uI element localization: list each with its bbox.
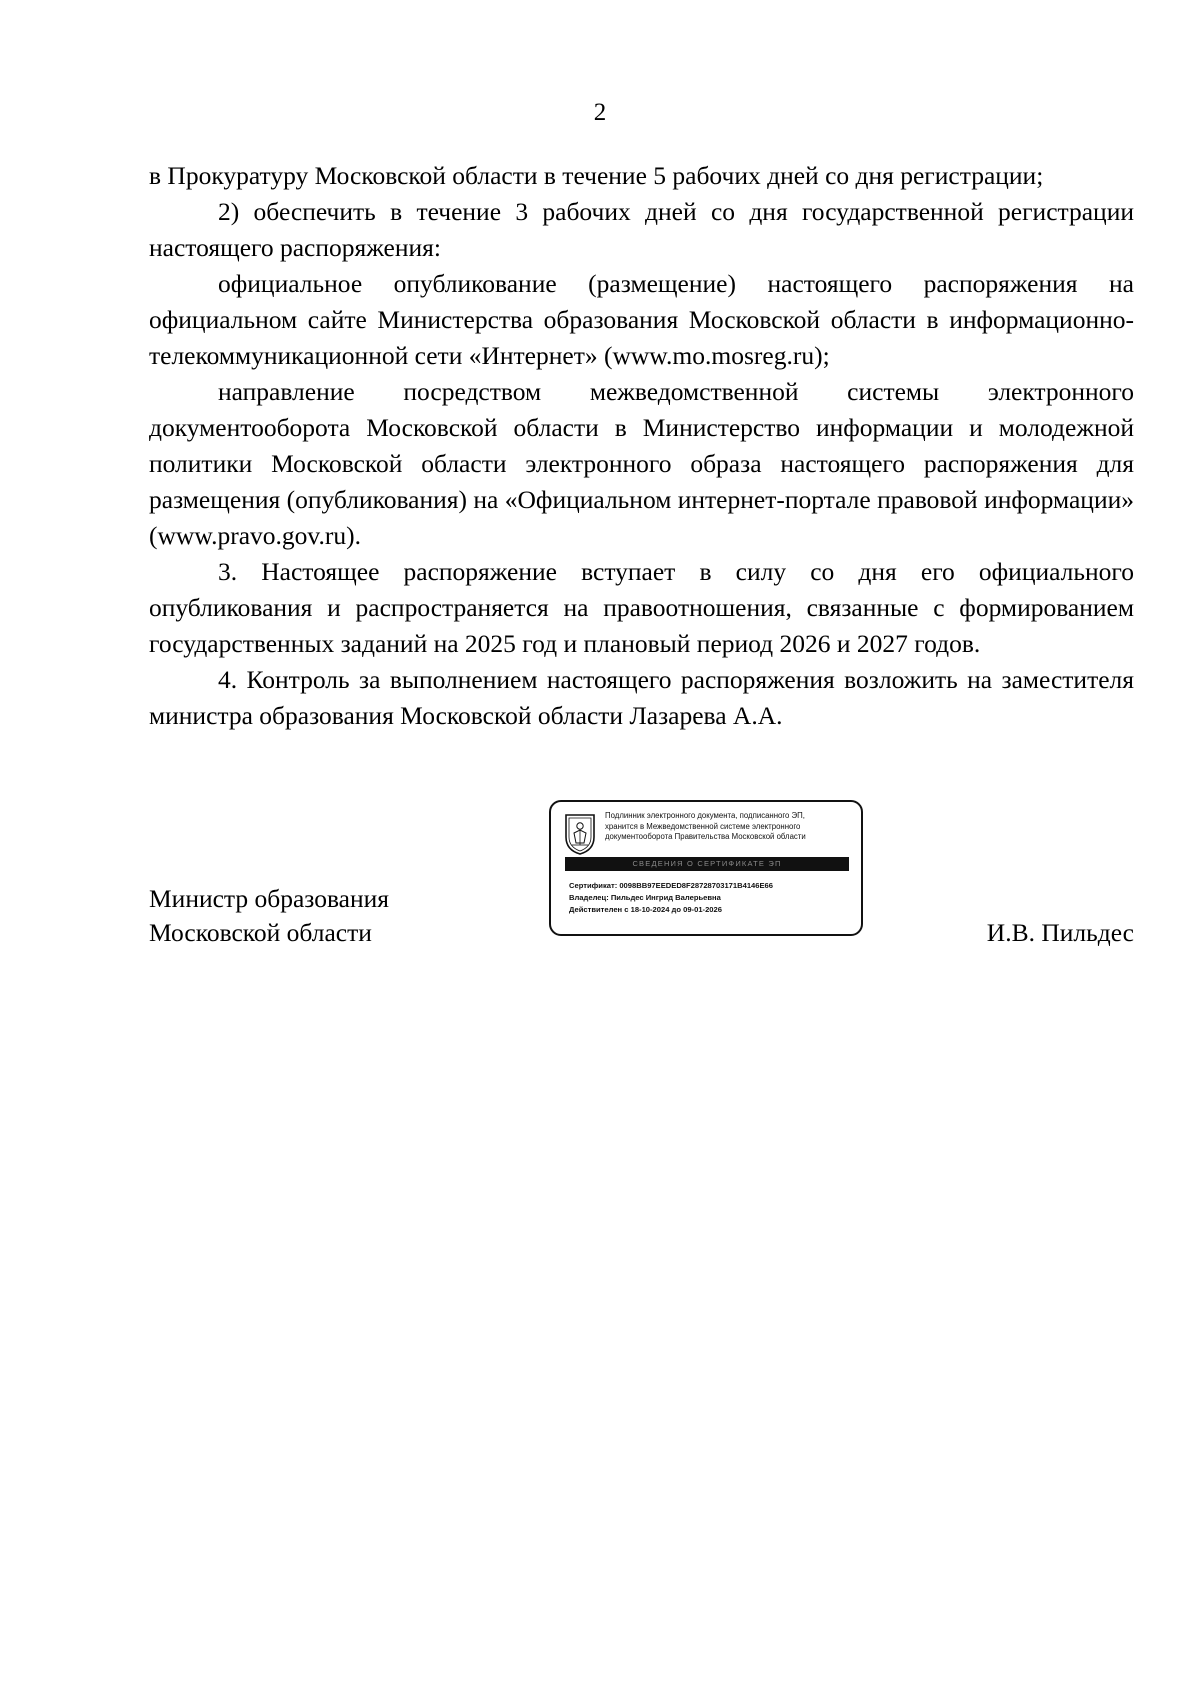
document-body <box>149 158 1134 734</box>
paragraph-3: официальное опубликование (размещение) настоящего распоряжения на официальном сайте Министерства образования Московской области в информационно-телекоммуникационной сети «Интернет» (www.mo.mosreg.ru); <box>149 269 1134 370</box>
paragraph-5: 3. Настоящее распоряжение вступает в силу со дня его официального опубликования и распространяется на правоотношения, связанные с формированием государственных заданий на 2025 год и плановый период 2026 и 2027 годов. <box>149 557 1134 658</box>
paragraph-4: направление посредством межведомственной системы электронного документооборота Московской области в Министерство информации и молодежной политики Московской области электронного образа настоящего распоряжения для размещения (опубликования) на «Официальном интернет-портале правовой информации» (www.pravo.gov.ru). <box>149 377 1134 550</box>
stamp-certificate-bar: СВЕДЕНИЯ О СЕРТИФИКАТЕ ЭП <box>565 857 849 871</box>
stamp-owner: Владелец: Пильдес Ингрид Валерьевна <box>569 893 721 902</box>
signer-title-line-2: Московской области <box>149 918 372 947</box>
signer-title-line-1: Министр образования <box>149 884 390 913</box>
signer-title <box>149 882 389 950</box>
page-number: 2 <box>593 99 607 126</box>
stamp-header-line-1: Подлинник электронного документа, подписанного ЭП, <box>605 811 805 820</box>
paragraph-2: 2) обеспечить в течение 3 рабочих дней со дня государственной регистрации настоящего распоряжения: <box>149 197 1134 262</box>
stamp-header <box>605 811 859 843</box>
stamp-certificate: Сертификат: 0098BB97EEDED8F28728703171B4146E66 <box>569 881 774 890</box>
stamp-validity: Действителен с 18-10-2024 до 09-01-2026 <box>569 905 722 914</box>
paragraph-6: 4. Контроль за выполнением настоящего распоряжения возложить на заместителя министра образования Московской области Лазарева А.А. <box>149 665 1134 730</box>
stamp-header-line-2: хранится в Межведомственной системе электронного <box>605 821 801 831</box>
signer-name: И.В. Пильдес <box>986 918 1134 947</box>
stamp-details <box>569 880 859 916</box>
electronic-signature-stamp <box>549 800 863 936</box>
coat-of-arms-icon <box>563 812 597 856</box>
paragraph-1: в Прокуратуру Московской области в течение 5 рабочих дней со дня регистрации; <box>149 161 1044 190</box>
stamp-header-line-3: документооборота Правительства Московской области <box>605 832 806 841</box>
